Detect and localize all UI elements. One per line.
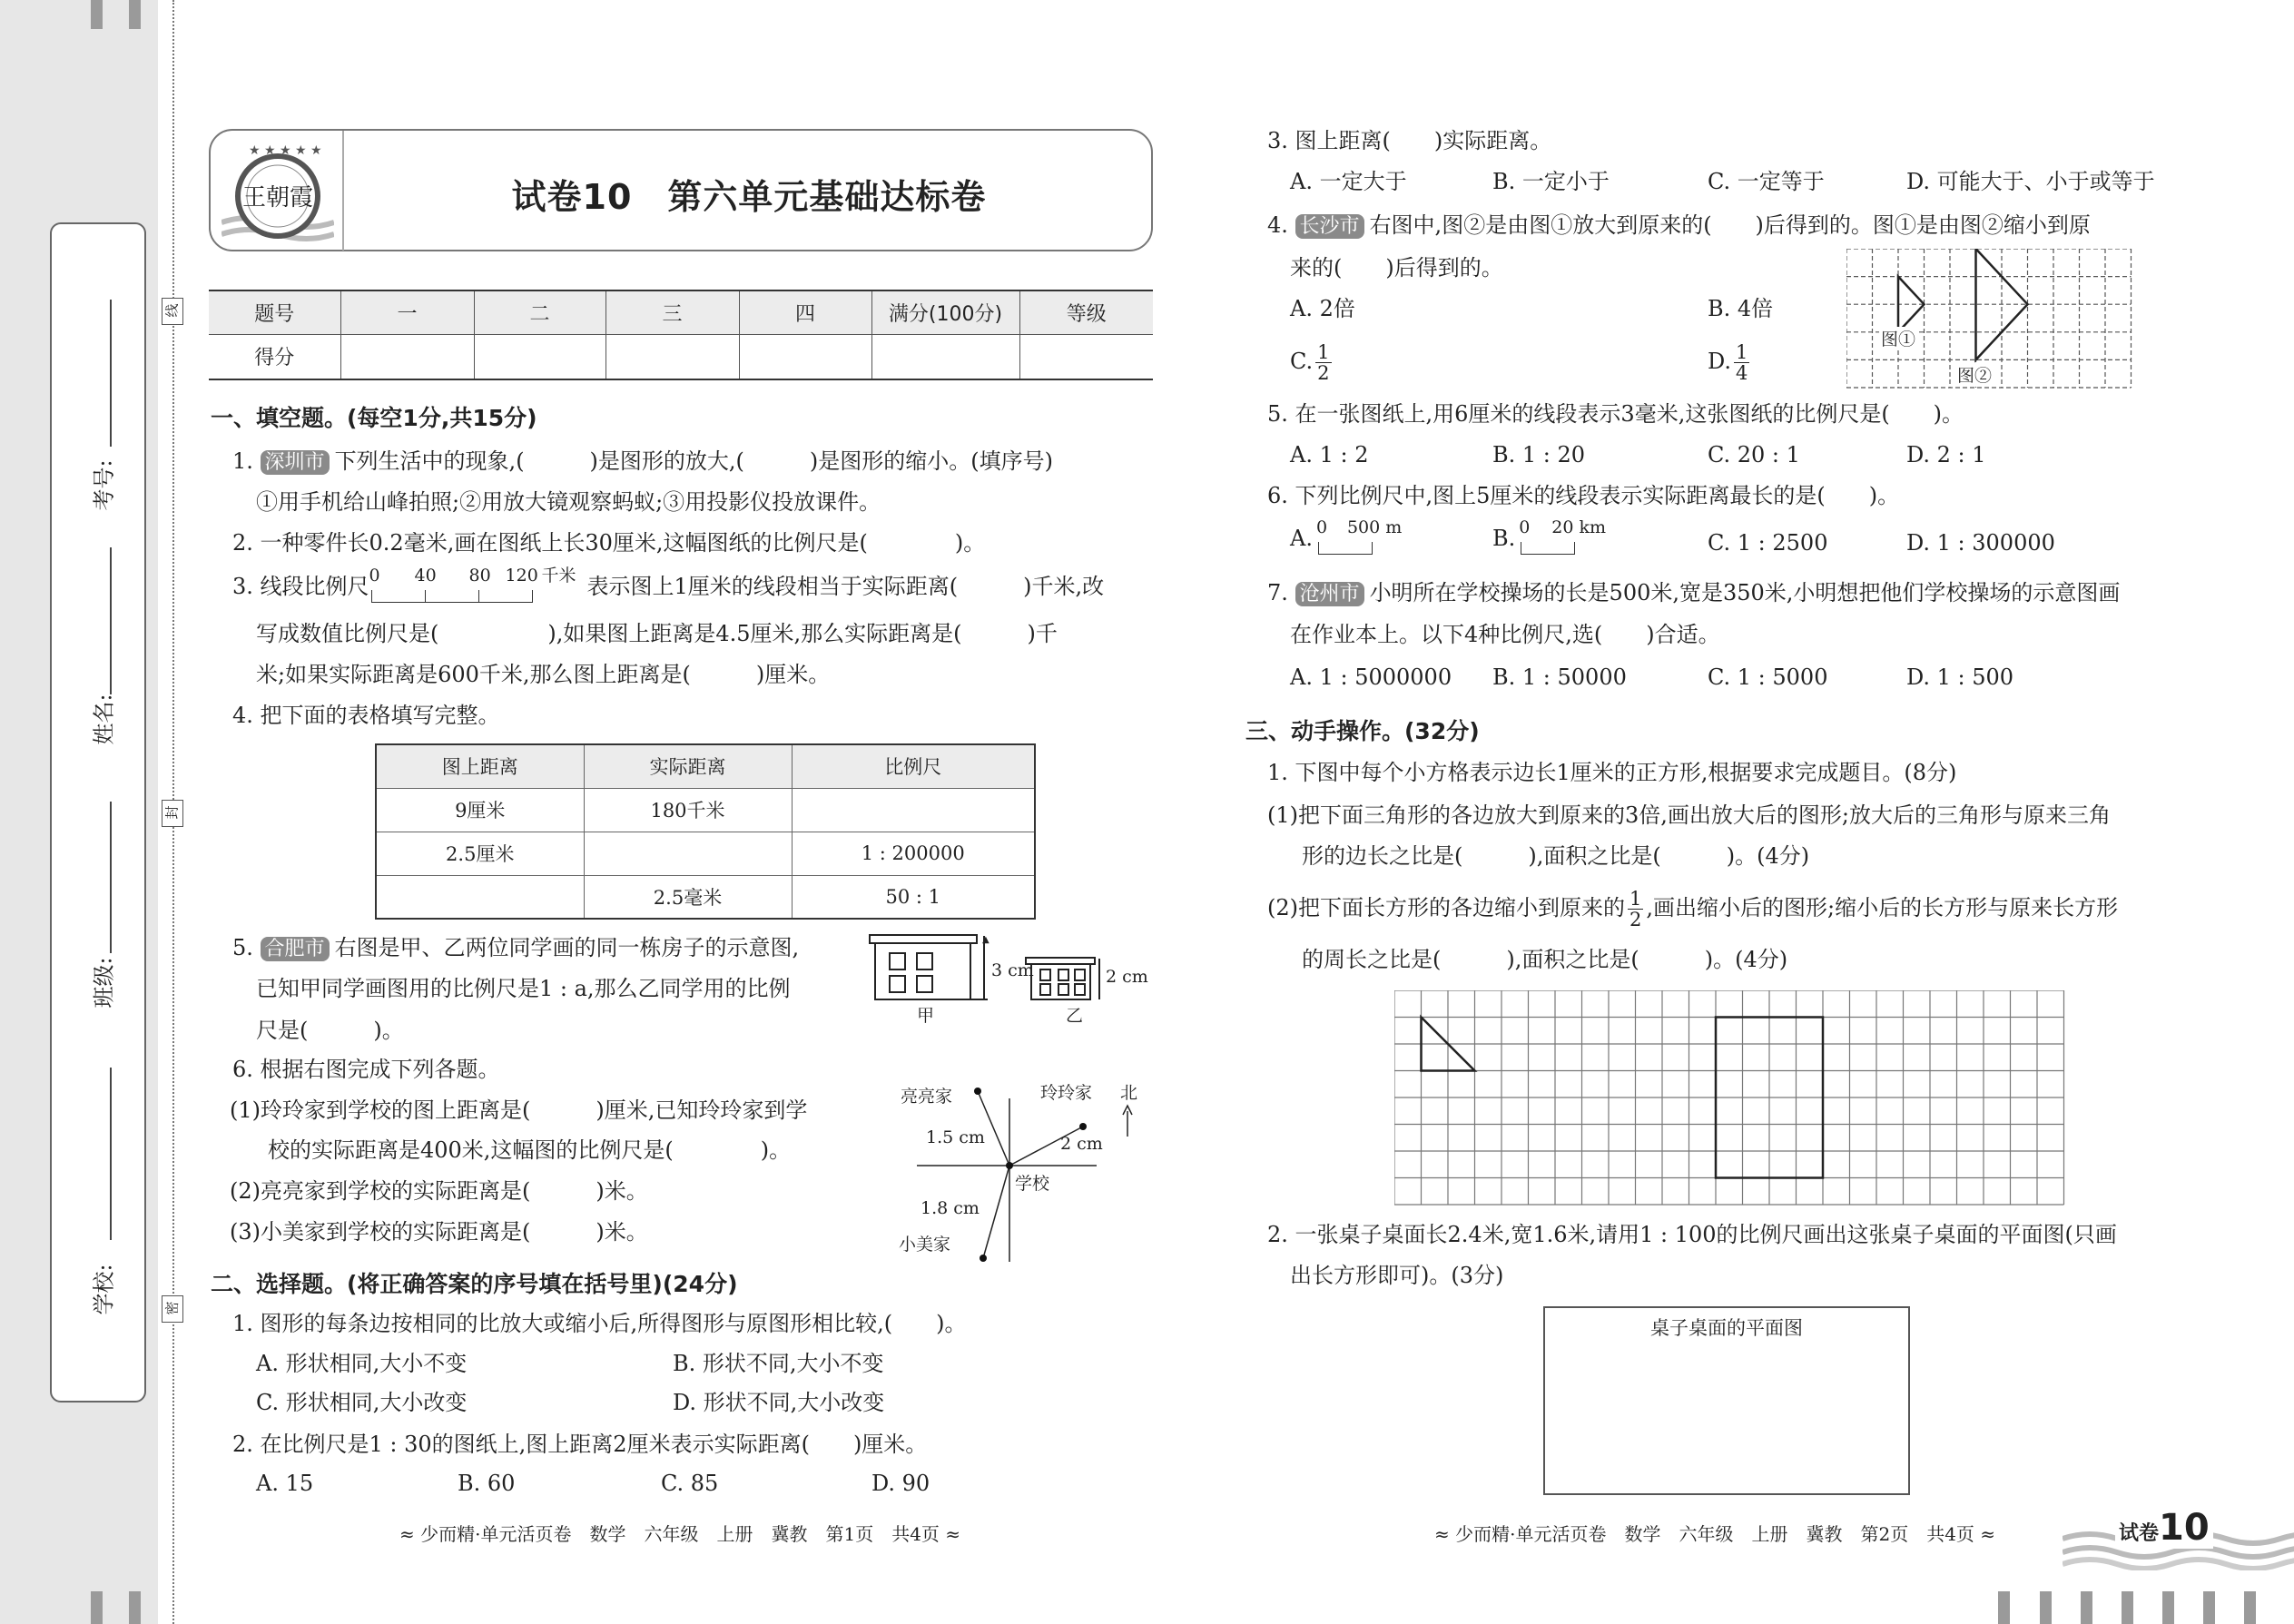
option-c[interactable]: C. 20 : 1 — [1708, 442, 1800, 468]
option-b[interactable]: B. 0 20 km — [1492, 520, 1615, 556]
option-d[interactable]: D. 1 : 500 — [1906, 664, 2014, 690]
table-row — [376, 875, 1035, 919]
distance-label: 2 cm — [1060, 1134, 1103, 1154]
question-2: 2. 一张桌子桌面长2.4米,宽1.6米,请用1 : 100的比例尺画出这张桌子桌面的平面图(只画 — [1267, 1222, 2117, 1247]
table-cell[interactable] — [584, 832, 792, 875]
decor-bar — [2040, 1591, 2052, 1624]
fill-table — [375, 743, 1036, 920]
question-6: 6. 根据右图完成下列各题。 — [232, 1057, 500, 1082]
svg-text:▲: ▲ — [982, 935, 989, 945]
name-line[interactable] — [110, 547, 112, 694]
yi-label: 乙 — [1066, 1006, 1084, 1026]
north-label: 北 — [1120, 1083, 1138, 1103]
subquestion: 校的实际距离是400米,这幅图的比例尺是( )。 — [268, 1137, 792, 1163]
section-heading: 二、选择题。(将正确答案的序号填在括号里)(24分) — [211, 1271, 738, 1297]
footer-right: ≈ 少而精·单元活页卷 数学 六年级 上册 冀教 第2页 共4页 ≈ — [1434, 1523, 1996, 1545]
jia-height-label: 3 cm — [991, 960, 1034, 980]
school-label: 学校 — [1015, 1174, 1050, 1194]
question-text: 在作业本上。以下4种比例尺,选( )合适。 — [1290, 622, 1720, 647]
option-c[interactable]: C. 一定等于 — [1708, 169, 1825, 194]
distance-label: 1.8 cm — [921, 1198, 980, 1218]
binding-mark: 封 — [162, 800, 183, 827]
yi-height-label: 2 cm — [1106, 967, 1148, 987]
question-5: 5. 在一张图纸上,用6厘米的线段表示3毫米,这张图纸的比例尺是( )。 — [1267, 401, 1964, 427]
option-c[interactable]: C. 形状相同,大小改变 — [256, 1390, 468, 1415]
question-1: 1. 深圳市 下列生活中的现象,( )是图形的放大,( )是图形的缩小。(填序号) — [232, 448, 1053, 474]
subquestion: (2)亮亮家到学校的实际距离是( )米。 — [230, 1178, 648, 1204]
table-header: 图上距离 — [376, 744, 584, 788]
decor-bar — [91, 1591, 103, 1624]
decor-bar — [1998, 1591, 2010, 1624]
option-c[interactable]: C. $\frac{1}{2}$ — [1290, 341, 1330, 384]
title-box — [209, 129, 1153, 251]
school-line[interactable] — [110, 1068, 112, 1240]
region-tag: 沧州市 — [1295, 582, 1364, 606]
subquestion: (1)把下面三角形的各边放大到原来的3倍,画出放大后的图形;放大后的三角形与原来三角 — [1267, 802, 2111, 828]
option-a[interactable]: A. 15 — [256, 1471, 314, 1496]
option-c[interactable]: C. 1 : 2500 — [1708, 530, 1828, 556]
svg-text:★ ★ ★ ★ ★: ★ ★ ★ ★ ★ — [249, 143, 322, 158]
table-cell: 2.5毫米 — [584, 875, 792, 919]
question-2: 2. 在比例尺是1 : 30的图纸上,图上距离2厘米表示实际距离( )厘米。 — [232, 1432, 928, 1457]
score-cell[interactable] — [739, 334, 871, 379]
question-text: 已知甲同学画图用的比例尺是1 : a,那么乙同学用的比例 — [256, 976, 791, 1001]
question-7: 7. 沧州市 小明所在学校操场的长是500米,宽是350米,小明想把他们学校操场的示意图画 — [1267, 580, 2121, 605]
table-cell: 9厘米 — [376, 788, 584, 832]
option-a[interactable]: A. 一定大于 — [1290, 169, 1407, 194]
svg-text:王朝霞: 王朝霞 — [241, 184, 314, 212]
option-b[interactable]: B. 形状不同,大小不变 — [673, 1351, 884, 1376]
subquestion: (1)玲玲家到学校的图上距离是( )厘米,已知玲玲家到学 — [230, 1097, 808, 1123]
region-tag: 合肥市 — [261, 937, 330, 961]
score-cell[interactable] — [605, 334, 739, 379]
question-2: 2. 一种零件长0.2毫米,画在图纸上长30厘米,这幅图纸的比例尺是( )。 — [232, 530, 986, 556]
option-d[interactable]: D. 2 : 1 — [1906, 442, 1986, 468]
question-1: 1. 下图中每个小方格表示边长1厘米的正方形,根据要求完成题目。(8分) — [1267, 760, 1957, 785]
name-label: 姓名: — [91, 694, 117, 745]
decor-bar — [129, 0, 141, 29]
decor-bar — [2244, 1591, 2256, 1624]
footer-left: ≈ 少而精·单元活页卷 数学 六年级 上册 冀教 第1页 共4页 ≈ — [399, 1523, 961, 1545]
subquestion: (2)把下面长方形的各边缩小到原来的 $\frac{1}{2}$ ,画出缩小后的图形;缩小后的长方形与原来长方形 — [1267, 888, 2119, 930]
question-text: 来的( )后得到的。 — [1290, 255, 1503, 281]
publisher-logo — [222, 136, 334, 247]
question-5: 5. 合肥市 右图是甲、乙两位同学画的同一栋房子的示意图, — [232, 935, 800, 960]
jia-label: 甲 — [917, 1006, 935, 1026]
option-b[interactable]: B. 一定小于 — [1492, 169, 1610, 194]
exam-number-label: 考号: — [91, 459, 117, 511]
question-4: 4. 长沙市 右图中,图②是由图①放大到原来的( )后得到的。图①是由图②缩小到原 — [1267, 212, 2091, 238]
box-title: 桌子桌面的平面图 — [1650, 1317, 1803, 1339]
question-4: 4. 把下面的表格填写完整。 — [232, 703, 500, 728]
question-3: 3. 线段比例尺 0 40 80 120 千米 表示图上1厘米的线段相当于实际距离( )千米,改 — [232, 568, 1104, 605]
section-heading: 三、动手操作。(32分) — [1245, 718, 1480, 744]
option-c[interactable]: C. 1 : 5000 — [1708, 664, 1828, 690]
distance-label: 1.5 cm — [926, 1127, 985, 1147]
divider — [342, 131, 344, 251]
table-cell: 50 : 1 — [792, 875, 1035, 919]
question-text: 米;如果实际距离是600千米,那么图上距离是( )厘米。 — [256, 662, 831, 687]
question-1: 1. 图形的每条边按相同的比放大或缩小后,所得图形与原图形相比较,( )。 — [232, 1311, 967, 1336]
table-header: 实际距离 — [584, 744, 792, 788]
option-d[interactable]: D. 可能大于、小于或等于 — [1906, 169, 2155, 194]
section-heading: 一、填空题。(每空1分,共15分) — [211, 405, 537, 431]
lingling-label: 玲玲家 — [1040, 1083, 1093, 1103]
subquestion: 的周长之比是( ),面积之比是( )。(4分) — [1302, 947, 1788, 972]
score-cell[interactable] — [474, 334, 605, 379]
question-text: 写成数值比例尺是( ),如果图上距离是4.5厘米,那么实际距离是( )千 — [256, 621, 1058, 646]
decor-bar — [2203, 1591, 2215, 1624]
region-tag: 长沙市 — [1295, 214, 1364, 239]
table-cell: 180千米 — [584, 788, 792, 832]
question-text: 出长方形即可)。(3分) — [1290, 1263, 1504, 1288]
table-cell: 2.5厘米 — [376, 832, 584, 875]
option-b[interactable]: B. 60 — [458, 1471, 516, 1496]
score-cell[interactable] — [871, 334, 1019, 379]
location-map-figure — [899, 1080, 1153, 1271]
question-6: 6. 下列比例尺中,图上5厘米的线段表示实际距离最长的是( )。 — [1267, 483, 1900, 508]
house-figure — [868, 933, 1158, 1029]
table-header: 比例尺 — [792, 744, 1035, 788]
option-a[interactable]: A. 2倍 — [1290, 296, 1355, 321]
decor-bar — [2122, 1591, 2133, 1624]
option-a[interactable]: A. 1 : 5000000 — [1290, 664, 1452, 690]
score-header: 满分(100分) — [871, 290, 1019, 334]
score-cell[interactable] — [340, 334, 474, 379]
option-a[interactable]: A. 形状相同,大小不变 — [256, 1351, 468, 1376]
subquestion: (3)小美家到学校的实际距离是( )米。 — [230, 1219, 648, 1245]
score-header: 二 — [474, 290, 605, 334]
score-header: 等级 — [1019, 290, 1153, 334]
option-b[interactable]: B. 4倍 — [1708, 296, 1774, 321]
score-cell[interactable] — [1019, 334, 1153, 379]
option-c[interactable]: C. 85 — [661, 1471, 719, 1496]
binding-mark: 密 — [162, 1295, 183, 1323]
option-b[interactable]: B. 1 : 20 — [1492, 442, 1586, 468]
option-a[interactable]: A. 0 500 m — [1290, 520, 1413, 556]
score-header: 四 — [739, 290, 871, 334]
class-line[interactable] — [110, 802, 112, 953]
xiaomei-label: 小美家 — [899, 1235, 951, 1255]
exam-number-line[interactable] — [110, 300, 112, 447]
decor-bar — [2162, 1591, 2174, 1624]
score-row-label: 得分 — [209, 334, 340, 379]
question-text: ①用手机给山峰拍照;②用放大镜观察蚂蚁;③用投影仪投放课件。 — [256, 489, 881, 515]
triangle-grid-figure — [1846, 249, 2133, 390]
question-3: 3. 图上距离( )实际距离。 — [1267, 128, 1552, 153]
option-d[interactable]: D. 90 — [871, 1471, 930, 1496]
option-d[interactable]: D. 1 : 300000 — [1906, 530, 2055, 556]
score-header: 三 — [605, 290, 739, 334]
school-label: 学校: — [91, 1264, 117, 1315]
score-header: 题号 — [209, 290, 340, 334]
figure-2-label: 图② — [1957, 366, 1993, 386]
decor-bar — [129, 1591, 141, 1624]
table-cell: 1 : 200000 — [792, 832, 1035, 875]
subquestion: 形的边长之比是( ),面积之比是( )。(4分) — [1302, 843, 1810, 869]
class-label: 班级: — [91, 957, 117, 1009]
drawing-grid[interactable] — [1394, 990, 2066, 1206]
decor-bar — [2081, 1591, 2092, 1624]
score-table — [209, 290, 1153, 380]
question-text: 尺是( )。 — [256, 1018, 404, 1043]
decor-bar — [91, 0, 103, 29]
table-row — [376, 832, 1035, 875]
region-tag: 深圳市 — [261, 450, 330, 475]
binding-mark: 线 — [162, 298, 183, 325]
table-cell[interactable] — [376, 875, 584, 919]
student-info-panel — [50, 222, 146, 1403]
option-d[interactable]: D. $\frac{1}{4}$ — [1708, 341, 1748, 384]
page-title: 试卷10 第六单元基础达标卷 — [511, 177, 987, 217]
table-row — [376, 788, 1035, 832]
option-b[interactable]: B. 1 : 50000 — [1492, 664, 1627, 690]
table-cell[interactable] — [792, 788, 1035, 832]
answer-drawing-box[interactable] — [1543, 1306, 1910, 1495]
option-d[interactable]: D. 形状不同,大小改变 — [673, 1390, 885, 1415]
figure-1-label: 图① — [1881, 330, 1916, 349]
liangliang-label: 亮亮家 — [901, 1087, 953, 1107]
paper-badge: 试卷10 — [2115, 1507, 2213, 1549]
option-a[interactable]: A. 1 : 2 — [1290, 442, 1369, 468]
line-scale-bar: 0 40 80 120 千米 — [369, 568, 587, 605]
score-header: 一 — [340, 290, 474, 334]
